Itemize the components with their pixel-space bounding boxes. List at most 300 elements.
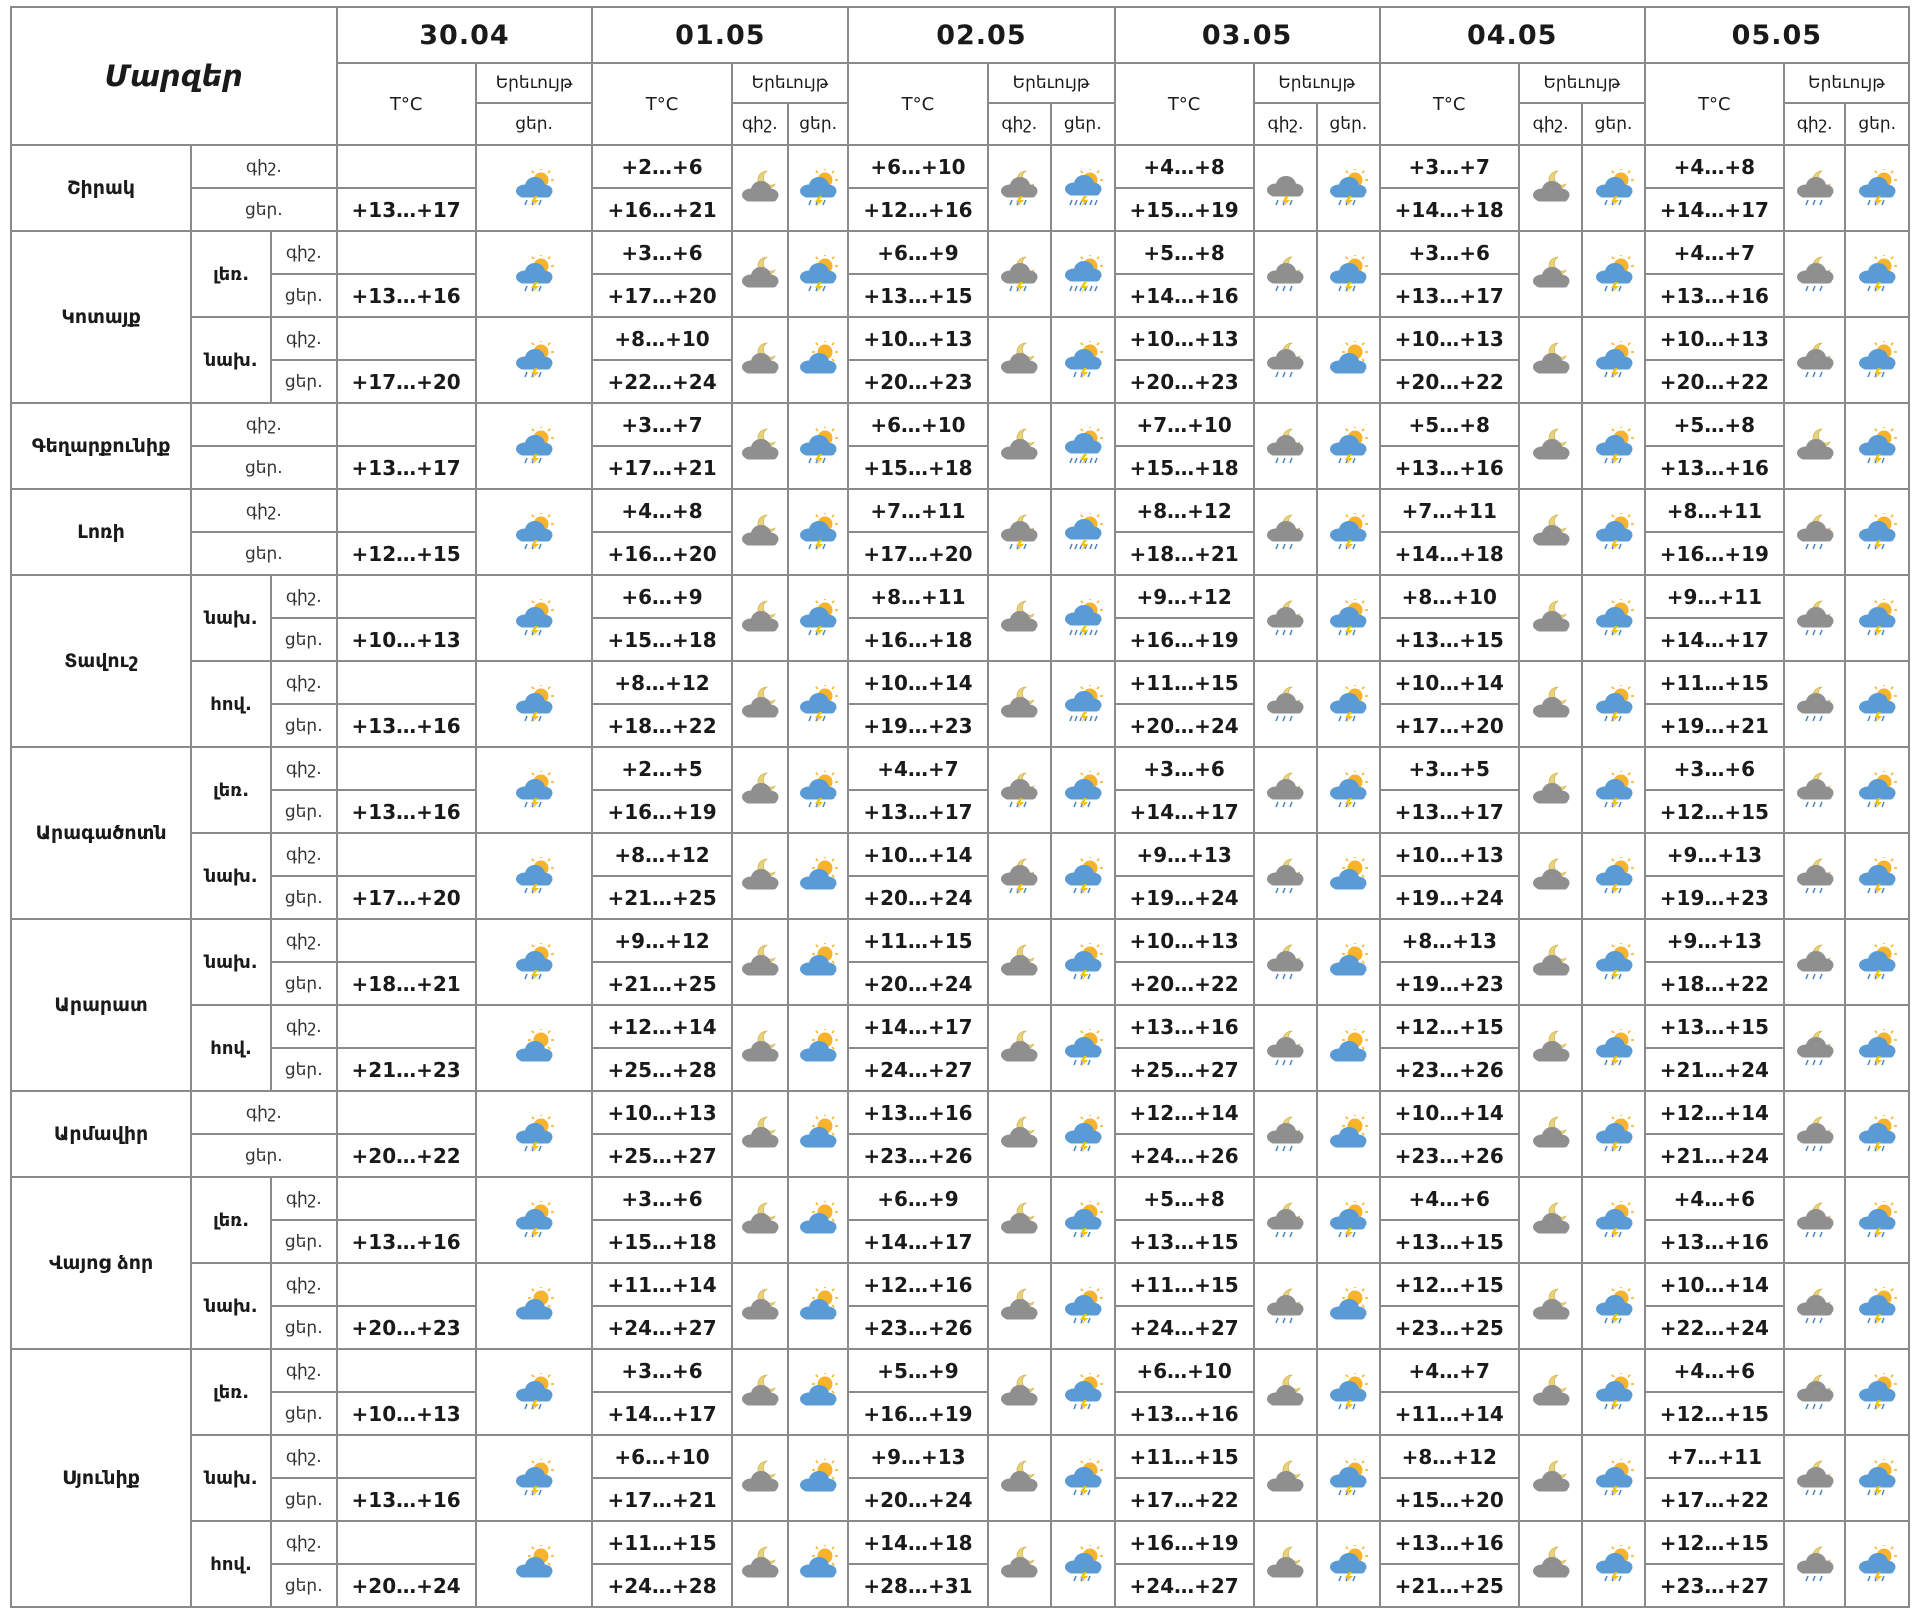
time-of-day-label: գիշ. <box>271 1263 337 1306</box>
weather-icon-cell <box>476 661 593 747</box>
cloud-moon-rain-icon <box>1785 1201 1844 1239</box>
weather-icon-cell <box>988 1435 1051 1521</box>
day-temperature: +19…+24 <box>1115 876 1254 919</box>
night-temperature: +4…+6 <box>1645 1177 1784 1220</box>
day-subheader: ցեր. <box>1051 103 1114 145</box>
weather-icon-cell <box>1582 403 1644 489</box>
time-of-day-label: ցեր. <box>271 1220 337 1263</box>
weather-icon-cell <box>788 1521 848 1607</box>
night-temperature: +6…+10 <box>592 1435 731 1478</box>
night-temperature: +12…+14 <box>1115 1091 1254 1134</box>
cloud-moon-icon <box>989 1115 1050 1153</box>
date-header: 05.05 <box>1645 7 1909 63</box>
night-temperature: +12…+15 <box>1380 1005 1519 1048</box>
night-temperature: +5…+9 <box>848 1349 987 1392</box>
weather-icon-cell <box>1519 1005 1582 1091</box>
night-temperature <box>337 1435 476 1478</box>
weather-icon-cell <box>1519 575 1582 661</box>
night-temperature <box>337 1177 476 1220</box>
night-temperature: +3…+5 <box>1380 747 1519 790</box>
cloud-moon-rain-icon <box>1255 599 1316 637</box>
sun-cloud-rain-thunder-icon <box>1583 1201 1643 1239</box>
cloud-moon-icon <box>733 685 787 723</box>
time-of-day-label: գիշ. <box>271 1349 337 1392</box>
time-of-day-label: գիշ. <box>271 317 337 360</box>
phenomenon-header: Երեւույթ <box>476 63 593 103</box>
night-temperature <box>337 575 476 618</box>
night-temperature: +3…+6 <box>1380 231 1519 274</box>
sun-cloud-rain-thunder-icon <box>1318 1373 1378 1411</box>
sun-cloud-rain-thunder-icon <box>1583 1545 1643 1583</box>
night-temperature <box>337 661 476 704</box>
day-temperature: +14…+18 <box>1380 532 1519 575</box>
day-subheader: ցեր. <box>1582 103 1644 145</box>
cloud-moon-icon <box>989 1201 1050 1239</box>
night-temperature: +5…+8 <box>1645 403 1784 446</box>
night-temperature: +16…+19 <box>1115 1521 1254 1564</box>
night-temperature: +3…+6 <box>592 231 731 274</box>
cloud-moon-icon <box>1255 1459 1316 1497</box>
region-name: Լոռի <box>11 489 191 575</box>
weather-icon-cell <box>988 1177 1051 1263</box>
sun-cloud-rain-thunder-icon <box>477 513 592 551</box>
cloud-moon-icon <box>1520 1287 1581 1325</box>
day-temperature: +10…+13 <box>337 618 476 661</box>
weather-icon-cell <box>988 403 1051 489</box>
cloud-rain-thunder-icon <box>1255 169 1316 207</box>
time-of-day-label: ցեր. <box>271 1306 337 1349</box>
weather-icon-cell <box>1845 231 1909 317</box>
time-of-day-label: ցեր. <box>271 1392 337 1435</box>
table-row <box>11 747 1909 790</box>
sun-cloud-rain-thunder-icon <box>1846 1373 1908 1411</box>
sun-cloud-rain-thunder-icon <box>477 771 592 809</box>
night-temperature: +2…+5 <box>592 747 731 790</box>
table-row <box>11 1177 1909 1220</box>
cloud-moon-icon <box>989 1459 1050 1497</box>
night-temperature: +7…+11 <box>848 489 987 532</box>
weather-icon-cell <box>1254 489 1317 575</box>
night-temperature <box>337 231 476 274</box>
weather-icon-cell <box>788 1349 848 1435</box>
day-subheader: ցեր. <box>788 103 848 145</box>
day-temperature: +14…+16 <box>1115 274 1254 317</box>
night-temperature: +8…+11 <box>848 575 987 618</box>
day-temperature: +17…+22 <box>1645 1478 1784 1521</box>
night-subheader: գիշ. <box>732 103 788 145</box>
weather-icon-cell <box>1254 1005 1317 1091</box>
day-temperature: +15…+19 <box>1115 188 1254 231</box>
sun-cloud-rain-thunder-icon <box>1318 427 1378 465</box>
subregion-name: նախ. <box>191 833 271 919</box>
time-of-day-label: ցեր. <box>271 274 337 317</box>
time-of-day-label: գիշ. <box>191 1091 336 1134</box>
weather-icon-cell <box>1254 317 1317 403</box>
weather-icon-cell <box>1784 403 1845 489</box>
weather-icon-cell <box>1784 1435 1845 1521</box>
weather-icon-cell <box>988 919 1051 1005</box>
weather-icon-cell <box>1784 317 1845 403</box>
day-temperature: +12…+16 <box>848 188 987 231</box>
cloud-moon-icon <box>733 427 787 465</box>
night-temperature: +13…+16 <box>1380 1521 1519 1564</box>
weather-icon-cell <box>788 661 848 747</box>
weather-icon-cell <box>1317 1091 1379 1177</box>
day-temperature: +20…+23 <box>1115 360 1254 403</box>
weather-icon-cell <box>732 1263 788 1349</box>
thunderstorm-heavy-rain-icon <box>1052 599 1113 637</box>
sun-cloud-rain-thunder-icon <box>1318 1459 1378 1497</box>
cloud-moon-icon <box>733 1029 787 1067</box>
cloud-moon-icon <box>1520 943 1581 981</box>
weather-icon-cell <box>1051 1005 1114 1091</box>
sun-cloud-rain-thunder-icon <box>1583 1459 1643 1497</box>
cloud-moon-icon <box>989 599 1050 637</box>
cloud-moon-rain-icon <box>1255 427 1316 465</box>
weather-icon-cell <box>1784 661 1845 747</box>
day-temperature: +21…+23 <box>337 1048 476 1091</box>
weather-icon-cell <box>1845 403 1909 489</box>
phenomenon-header: Երեւույթ <box>1254 63 1380 103</box>
weather-icon-cell <box>1254 1349 1317 1435</box>
temperature-header: T°C <box>1115 63 1254 145</box>
weather-icon-cell <box>1519 1177 1582 1263</box>
weather-icon-cell <box>1845 1263 1909 1349</box>
sun-cloud-rain-thunder-icon <box>1583 1029 1643 1067</box>
table-row <box>11 1349 1909 1392</box>
sun-cloud-rain-thunder-icon <box>1583 943 1643 981</box>
cloud-moon-icon <box>1520 857 1581 895</box>
time-of-day-label: գիշ. <box>271 833 337 876</box>
day-temperature: +20…+24 <box>848 1478 987 1521</box>
weather-icon-cell <box>1845 1091 1909 1177</box>
time-of-day-label: գիշ. <box>271 919 337 962</box>
night-temperature: +9…+12 <box>1115 575 1254 618</box>
subregion-name: նախ. <box>191 1263 271 1349</box>
weather-icon-cell <box>476 1349 593 1435</box>
night-temperature <box>337 747 476 790</box>
cloud-moon-rain-thunder-icon <box>989 771 1050 809</box>
weather-icon-cell <box>1582 1435 1644 1521</box>
time-of-day-label: ցեր. <box>271 1478 337 1521</box>
day-temperature: +17…+20 <box>1380 704 1519 747</box>
sun-cloud-rain-thunder-icon <box>1052 1373 1113 1411</box>
cloud-moon-rain-icon <box>1255 771 1316 809</box>
sun-cloud-rain-thunder-icon <box>1846 1201 1908 1239</box>
sun-cloud-rain-thunder-icon <box>1318 1545 1378 1583</box>
night-temperature: +5…+8 <box>1115 231 1254 274</box>
sun-cloud-rain-thunder-icon <box>1318 513 1378 551</box>
sun-cloud-rain-thunder-icon <box>477 599 592 637</box>
sun-cloud-icon <box>1318 1029 1378 1067</box>
weather-icon-cell <box>1582 1521 1644 1607</box>
cloud-moon-rain-icon <box>1785 599 1844 637</box>
weather-icon-cell <box>1582 919 1644 1005</box>
sun-cloud-icon <box>1318 857 1378 895</box>
weather-icon-cell <box>1784 1349 1845 1435</box>
weather-icon-cell <box>1317 1435 1379 1521</box>
night-temperature <box>337 1263 476 1306</box>
time-of-day-label: ցեր. <box>271 1564 337 1607</box>
day-temperature: +19…+23 <box>848 704 987 747</box>
sun-cloud-icon <box>1318 943 1378 981</box>
weather-icon-cell <box>1784 1521 1845 1607</box>
night-temperature: +3…+6 <box>1115 747 1254 790</box>
day-temperature: +13…+15 <box>1115 1220 1254 1263</box>
day-temperature: +14…+17 <box>1645 188 1784 231</box>
night-temperature: +13…+16 <box>848 1091 987 1134</box>
night-temperature: +8…+12 <box>592 661 731 704</box>
header-dates-row <box>11 7 1909 63</box>
day-temperature: +17…+22 <box>1115 1478 1254 1521</box>
day-temperature: +13…+17 <box>1380 790 1519 833</box>
night-temperature: +3…+7 <box>1380 145 1519 188</box>
weather-icon-cell <box>1317 1263 1379 1349</box>
sun-cloud-icon <box>789 1545 847 1583</box>
weather-icon-cell <box>1051 1091 1114 1177</box>
sun-cloud-rain-thunder-icon <box>477 169 592 207</box>
night-subheader: գիշ. <box>1519 103 1582 145</box>
sun-cloud-rain-thunder-icon <box>1052 341 1113 379</box>
cloud-moon-rain-icon <box>1785 255 1844 293</box>
weather-icon-cell <box>988 1263 1051 1349</box>
weather-icon-cell <box>1051 489 1114 575</box>
day-temperature: +16…+19 <box>592 790 731 833</box>
day-temperature: +20…+23 <box>337 1306 476 1349</box>
sun-cloud-rain-thunder-icon <box>1583 857 1643 895</box>
sun-cloud-rain-thunder-icon <box>789 599 847 637</box>
table-row <box>11 1005 1909 1048</box>
cloud-moon-icon <box>1255 1545 1316 1583</box>
weather-icon-cell <box>1051 661 1114 747</box>
weather-icon-cell <box>476 1091 593 1177</box>
night-temperature: +12…+14 <box>592 1005 731 1048</box>
day-temperature: +17…+20 <box>337 876 476 919</box>
sun-cloud-icon <box>789 1201 847 1239</box>
night-temperature: +10…+14 <box>1645 1263 1784 1306</box>
time-of-day-label: ցեր. <box>191 188 336 231</box>
cloud-moon-icon <box>1785 427 1844 465</box>
phenomenon-header: Երեւույթ <box>1519 63 1645 103</box>
weather-icon-cell <box>1051 403 1114 489</box>
night-temperature: +2…+6 <box>592 145 731 188</box>
weather-icon-cell <box>1254 747 1317 833</box>
weather-icon-cell <box>1845 747 1909 833</box>
cloud-moon-rain-icon <box>1785 1287 1844 1325</box>
weather-icon-cell <box>476 1005 593 1091</box>
night-temperature: +10…+13 <box>848 317 987 360</box>
weather-icon-cell <box>1582 317 1644 403</box>
weather-icon-cell <box>732 1005 788 1091</box>
night-temperature <box>337 317 476 360</box>
weather-icon-cell <box>988 1091 1051 1177</box>
weather-icon-cell <box>732 1091 788 1177</box>
cloud-moon-icon <box>733 341 787 379</box>
weather-icon-cell <box>1582 661 1644 747</box>
cloud-moon-icon <box>733 943 787 981</box>
weather-icon-cell <box>1051 575 1114 661</box>
time-of-day-label: գիշ. <box>271 1177 337 1220</box>
weather-icon-cell <box>788 1263 848 1349</box>
sun-cloud-icon <box>789 1373 847 1411</box>
night-temperature: +10…+13 <box>1115 317 1254 360</box>
night-temperature <box>337 1521 476 1564</box>
temperature-header: T°C <box>848 63 987 145</box>
day-temperature: +24…+27 <box>592 1306 731 1349</box>
sun-cloud-rain-thunder-icon <box>1583 513 1643 551</box>
sun-cloud-rain-thunder-icon <box>1318 255 1378 293</box>
night-temperature: +3…+7 <box>592 403 731 446</box>
weather-icon-cell <box>988 1349 1051 1435</box>
sun-cloud-rain-thunder-icon <box>1583 771 1643 809</box>
night-temperature: +9…+13 <box>1115 833 1254 876</box>
region-name: Տավուշ <box>11 575 191 747</box>
weather-icon-cell <box>1845 1435 1909 1521</box>
sun-cloud-rain-thunder-icon <box>477 1201 592 1239</box>
weather-icon-cell <box>732 403 788 489</box>
night-temperature: +6…+9 <box>848 1177 987 1220</box>
night-temperature <box>337 1091 476 1134</box>
night-temperature: +10…+13 <box>1645 317 1784 360</box>
cloud-moon-rain-icon <box>1255 255 1316 293</box>
weather-icon-cell <box>1317 1005 1379 1091</box>
day-temperature: +20…+22 <box>1380 360 1519 403</box>
night-temperature: +3…+6 <box>592 1349 731 1392</box>
cloud-moon-icon <box>733 1373 787 1411</box>
weather-icon-cell <box>1845 1349 1909 1435</box>
sun-cloud-rain-thunder-icon <box>1583 599 1643 637</box>
weather-icon-cell <box>1254 1177 1317 1263</box>
sun-cloud-rain-thunder-icon <box>1052 1287 1113 1325</box>
day-subheader: ցեր. <box>1845 103 1909 145</box>
cloud-moon-rain-icon <box>1785 513 1844 551</box>
night-temperature: +5…+8 <box>1115 1177 1254 1220</box>
night-temperature: +12…+14 <box>1645 1091 1784 1134</box>
weather-icon-cell <box>1051 1521 1114 1607</box>
cloud-moon-rain-icon <box>1255 685 1316 723</box>
time-of-day-label: ցեր. <box>191 446 336 489</box>
day-temperature: +20…+22 <box>1115 962 1254 1005</box>
day-temperature: +13…+16 <box>337 790 476 833</box>
night-temperature: +7…+10 <box>1115 403 1254 446</box>
sun-cloud-rain-thunder-icon <box>1846 771 1908 809</box>
weather-icon-cell <box>1519 145 1582 231</box>
cloud-moon-icon <box>989 685 1050 723</box>
sun-cloud-rain-thunder-icon <box>1846 1459 1908 1497</box>
sun-cloud-rain-thunder-icon <box>477 857 592 895</box>
cloud-moon-rain-icon <box>1255 1029 1316 1067</box>
sun-cloud-rain-thunder-icon <box>1846 1029 1908 1067</box>
weather-icon-cell <box>988 231 1051 317</box>
night-subheader: գիշ. <box>988 103 1051 145</box>
cloud-moon-icon <box>733 513 787 551</box>
time-of-day-label: գիշ. <box>191 489 336 532</box>
weather-icon-cell <box>1845 1521 1909 1607</box>
weather-icon-cell <box>1582 1177 1644 1263</box>
weather-icon-cell <box>1519 661 1582 747</box>
cloud-moon-rain-icon <box>1255 1115 1316 1153</box>
sun-cloud-rain-thunder-icon <box>477 1373 592 1411</box>
cloud-moon-rain-icon <box>1785 341 1844 379</box>
table-row <box>11 833 1909 876</box>
night-temperature: +4…+7 <box>1380 1349 1519 1392</box>
weather-icon-cell <box>1254 403 1317 489</box>
sun-cloud-rain-thunder-icon <box>1846 255 1908 293</box>
day-temperature: +24…+27 <box>848 1048 987 1091</box>
weather-icon-cell <box>1051 231 1114 317</box>
weather-icon-cell <box>1845 661 1909 747</box>
weather-icon-cell <box>476 833 593 919</box>
day-temperature: +21…+25 <box>1380 1564 1519 1607</box>
weather-icon-cell <box>1845 1177 1909 1263</box>
weather-icon-cell <box>1051 145 1114 231</box>
weather-icon-cell <box>732 833 788 919</box>
day-temperature: +19…+23 <box>1645 876 1784 919</box>
weather-icon-cell <box>788 145 848 231</box>
day-temperature: +15…+18 <box>592 1220 731 1263</box>
day-temperature: +19…+24 <box>1380 876 1519 919</box>
day-temperature: +14…+17 <box>1115 790 1254 833</box>
cloud-moon-icon <box>733 1115 787 1153</box>
cloud-moon-rain-thunder-icon <box>989 255 1050 293</box>
cloud-moon-icon <box>1520 427 1581 465</box>
day-temperature: +28…+31 <box>848 1564 987 1607</box>
weather-icon-cell <box>1051 1263 1114 1349</box>
night-temperature: +5…+8 <box>1380 403 1519 446</box>
weather-icon-cell <box>988 1005 1051 1091</box>
date-header: 03.05 <box>1115 7 1380 63</box>
region-name: Սյունիք <box>11 1349 191 1607</box>
weather-icon-cell <box>988 145 1051 231</box>
night-temperature: +4…+7 <box>1645 231 1784 274</box>
cloud-moon-rain-icon <box>1785 1545 1844 1583</box>
sun-cloud-rain-thunder-icon <box>1846 513 1908 551</box>
weather-icon-cell <box>1051 1349 1114 1435</box>
weather-icon-cell <box>476 1521 593 1607</box>
day-temperature: +12…+15 <box>337 532 476 575</box>
night-temperature: +10…+14 <box>1380 661 1519 704</box>
weather-icon-cell <box>732 1435 788 1521</box>
sun-cloud-rain-thunder-icon <box>1052 1029 1113 1067</box>
cloud-moon-icon <box>1520 1115 1581 1153</box>
sun-cloud-rain-thunder-icon <box>1052 1201 1113 1239</box>
night-temperature: +8…+12 <box>1115 489 1254 532</box>
weather-icon-cell <box>1317 231 1379 317</box>
sun-cloud-rain-thunder-icon <box>477 1115 592 1153</box>
weather-icon-cell <box>1519 1435 1582 1521</box>
night-temperature: +10…+13 <box>592 1091 731 1134</box>
day-temperature: +15…+20 <box>1380 1478 1519 1521</box>
weather-icon-cell <box>476 403 593 489</box>
weather-icon-cell <box>1845 1005 1909 1091</box>
weather-icon-cell <box>788 575 848 661</box>
weather-icon-cell <box>1582 1005 1644 1091</box>
weather-icon-cell <box>788 833 848 919</box>
date-header: 01.05 <box>592 7 848 63</box>
weather-icon-cell <box>1582 1263 1644 1349</box>
table-row <box>11 661 1909 704</box>
day-temperature: +19…+23 <box>1380 962 1519 1005</box>
day-temperature: +23…+27 <box>1645 1564 1784 1607</box>
day-temperature: +16…+18 <box>848 618 987 661</box>
sun-cloud-rain-thunder-icon <box>1052 857 1113 895</box>
weather-icon-cell <box>1317 747 1379 833</box>
night-temperature: +10…+13 <box>1380 833 1519 876</box>
night-temperature: +11…+15 <box>848 919 987 962</box>
night-temperature: +11…+15 <box>1115 1263 1254 1306</box>
day-temperature: +21…+25 <box>592 876 731 919</box>
day-temperature: +24…+26 <box>1115 1134 1254 1177</box>
